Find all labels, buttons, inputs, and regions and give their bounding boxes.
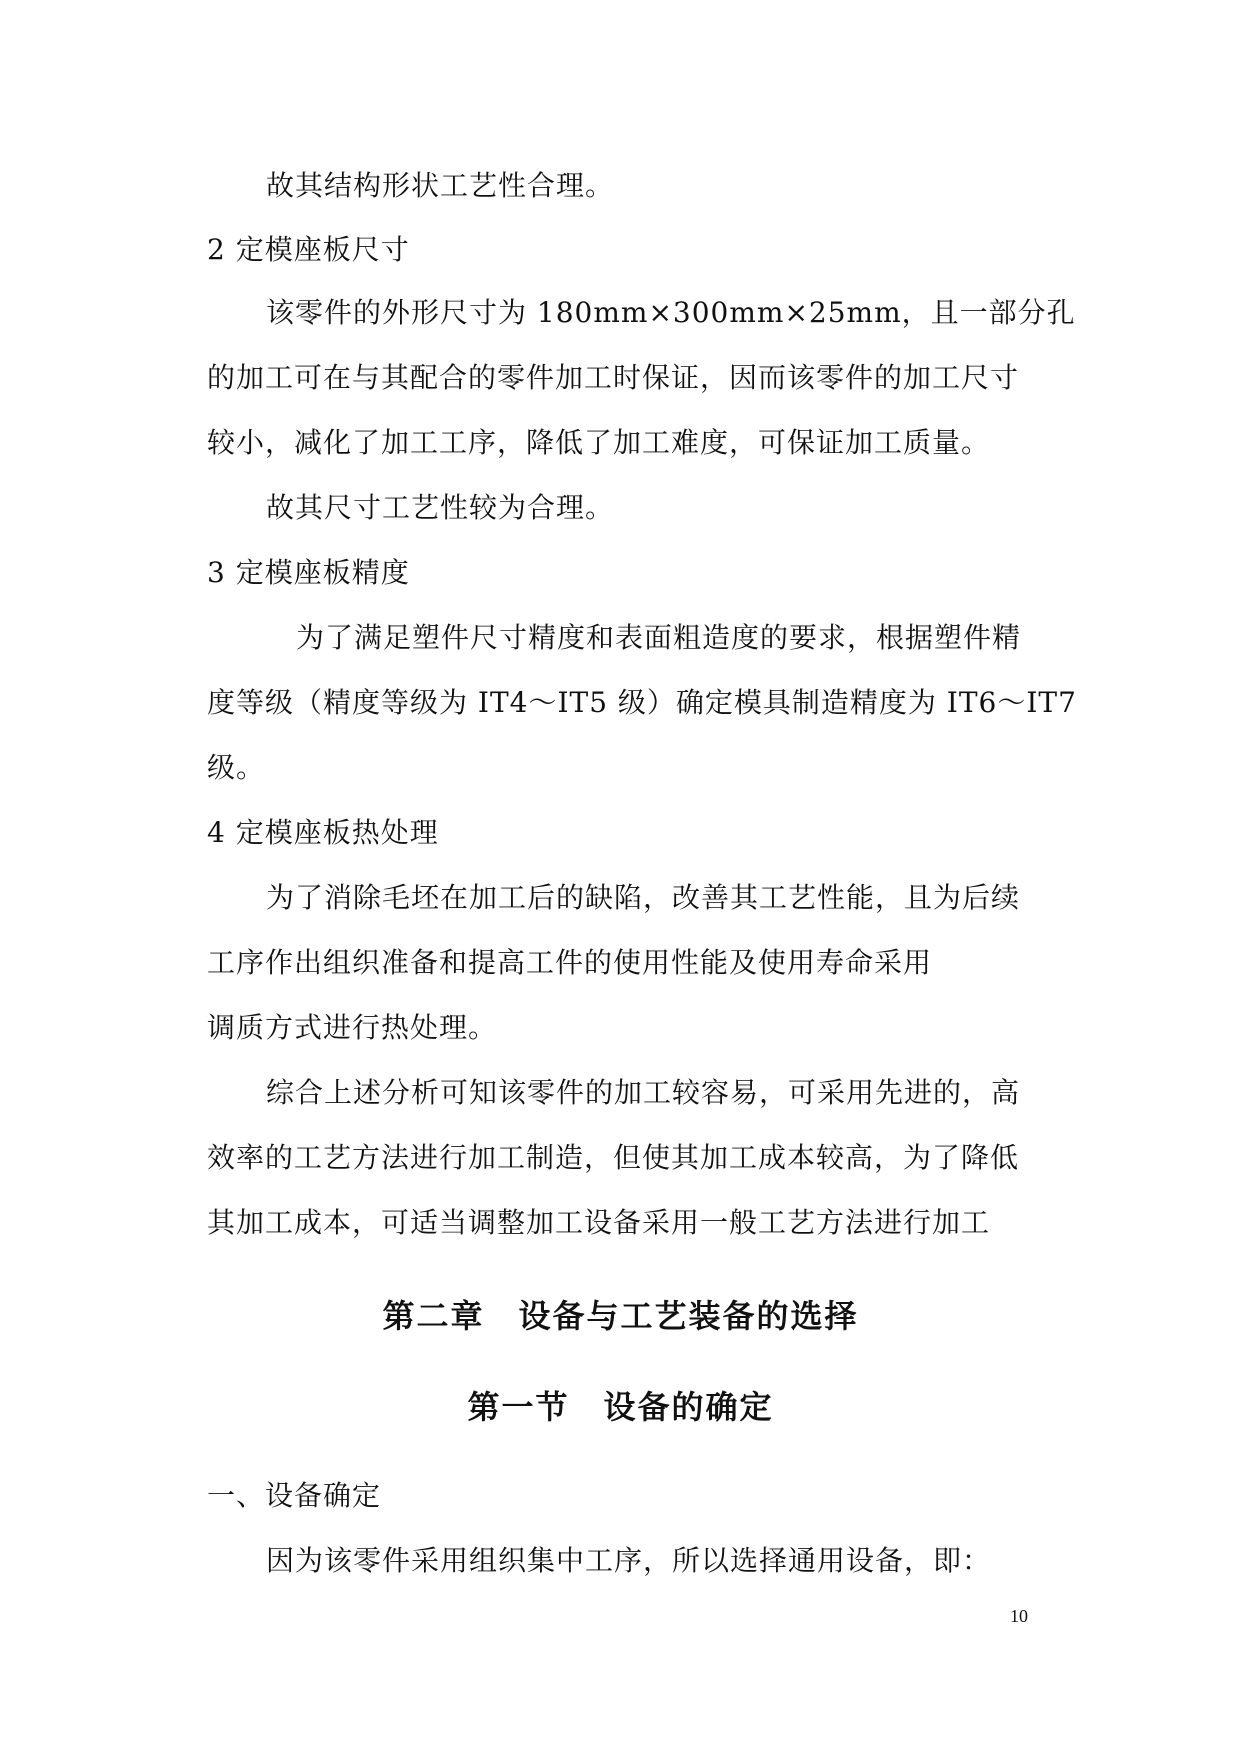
paragraph-line: 故其尺寸工艺性较为合理。: [266, 491, 615, 524]
paragraph-line: 调质方式进行热处理。: [207, 1011, 498, 1044]
paragraph-line: 的加工可在与其配合的零件加工时保证，因而该零件的加工尺寸: [207, 361, 1020, 394]
paragraph-line: 较小，减化了加工工序，降低了加工难度，可保证加工质量。: [207, 426, 991, 459]
subsection-title: 2 定模座板尺寸: [207, 233, 410, 266]
subsection-title: 4 定模座板热处理: [207, 816, 439, 849]
paragraph-line: 级。: [207, 751, 266, 784]
paragraph-line: 其加工成本，可适当调整加工设备采用一般工艺方法进行加工: [207, 1206, 991, 1239]
subsection-title: 3 定模座板精度: [207, 556, 410, 589]
paragraph-line: 故其结构形状工艺性合理。: [266, 169, 615, 202]
chapter-title: 第二章 设备与工艺装备的选择: [382, 1297, 859, 1335]
paragraph-line: 度等级（精度等级为 IT4～IT5 级）确定模具制造精度为 IT6～IT7: [207, 686, 1077, 719]
paragraph-line: 因为该零件采用组织集中工序，所以选择通用设备，即：: [266, 1544, 992, 1577]
paragraph-line: 综合上述分析可知该零件的加工较容易，可采用先进的，高: [266, 1076, 1021, 1109]
paragraph-line: 该零件的外形尺寸为 180mm×300mm×25mm，且一部分孔: [266, 296, 1076, 329]
paragraph-line: 工序作出组织准备和提高工件的使用性能及使用寿命采用: [207, 946, 933, 979]
subsection-title: 一、设备确定: [207, 1479, 382, 1512]
paragraph-line: 为了消除毛坯在加工后的缺陷，改善其工艺性能，且为后续: [266, 881, 1021, 914]
page-number: 10: [1010, 1606, 1028, 1626]
paragraph-line: 效率的工艺方法进行加工制造，但使其加工成本较高，为了降低: [207, 1141, 1020, 1174]
section-title: 第一节 设备的确定: [467, 1388, 774, 1426]
paragraph-line: 为了满足塑件尺寸精度和表面粗造度的要求，根据塑件精: [296, 621, 1022, 654]
